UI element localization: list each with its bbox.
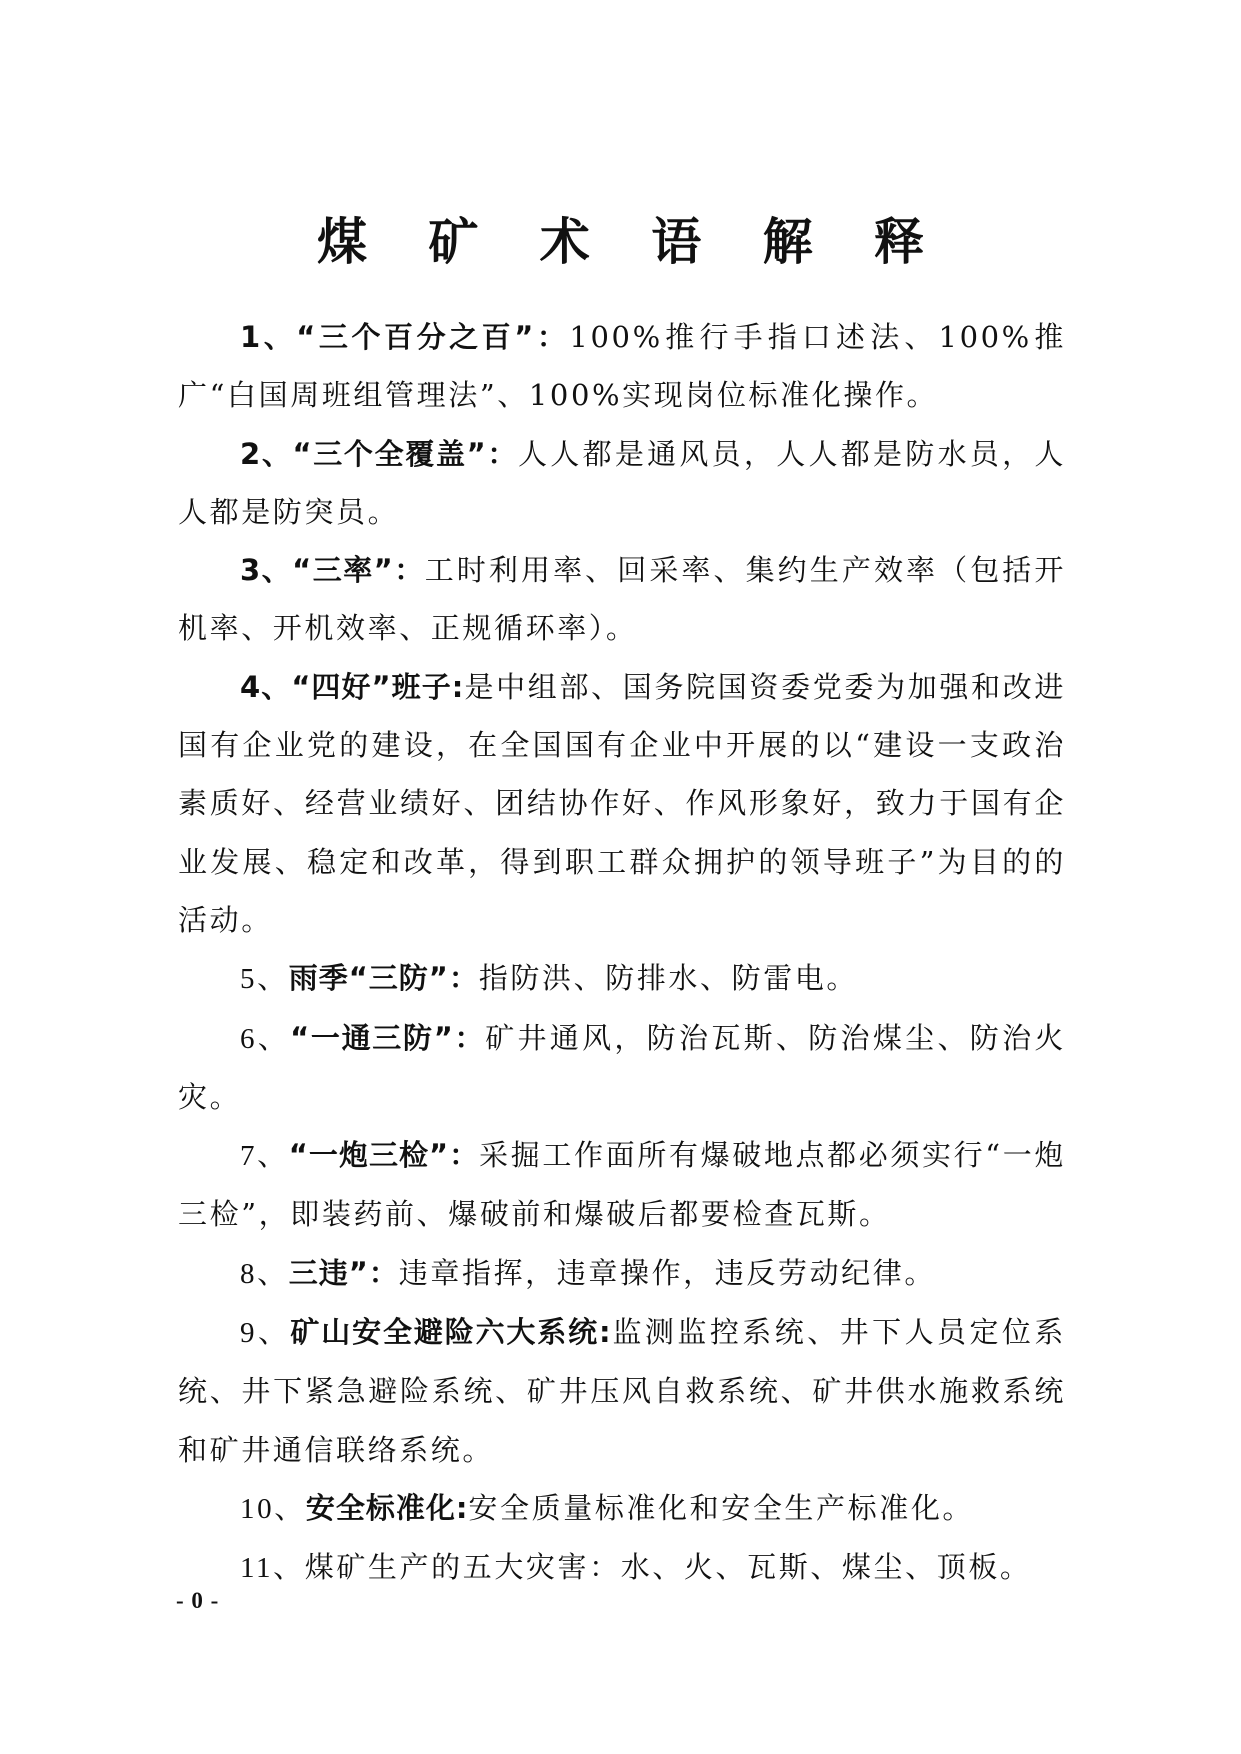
list-item — [178, 949, 1066, 1008]
item-term: “一炮三检”： — [288, 1138, 480, 1173]
item-definition: 矿井通风，防治瓦斯、防治煤尘、防治火灾。 — [178, 1020, 1066, 1114]
list-item — [178, 425, 1066, 542]
list-item — [178, 1244, 1066, 1303]
item-definition: 违章指挥，违章操作，违反劳动纪律。 — [398, 1255, 936, 1290]
item-number: 1、 — [240, 320, 297, 354]
item-term: 安全标准化: — [305, 1490, 469, 1525]
item-definition: 采掘工作面所有爆破地点都必须实行“一炮三检”，即装药前、爆破前和爆破后都要检查瓦斯。 — [178, 1138, 1067, 1232]
item-term: 矿山安全避险六大系统: — [290, 1315, 612, 1350]
list-item — [178, 308, 1066, 425]
item-number: 10、 — [240, 1492, 306, 1525]
item-term: 三违”： — [288, 1255, 399, 1290]
item-definition: 100%推行手指口述法、100%推广“白国周班组管理法”、100%实现岗位标准化操作。 — [178, 320, 1066, 413]
list-item — [178, 1009, 1066, 1127]
list-item — [178, 1126, 1066, 1244]
item-number: 11、 — [240, 1552, 305, 1585]
item-definition: 安全质量标准化和安全生产标准化。 — [468, 1490, 975, 1525]
list-item — [178, 1538, 1066, 1597]
item-definition: 工时利用率、回采率、集约生产效率（包括开机率、开机效率、正规循环率）。 — [178, 553, 1066, 646]
item-number: 5、 — [240, 963, 289, 996]
item-number: 6、 — [240, 1022, 291, 1055]
item-definition: 指防洪、防排水、防雷电。 — [478, 961, 859, 996]
item-term: 雨季“三防”： — [288, 961, 479, 996]
list-item — [178, 1303, 1066, 1479]
list-item — [178, 1479, 1066, 1538]
item-definition: 人人都是通风员，人人都是防水员，人人都是防突员。 — [178, 436, 1066, 529]
item-term: “三个百分之百”： — [296, 320, 570, 354]
document-body — [178, 308, 1066, 1598]
item-number: 2、 — [240, 436, 293, 471]
item-definition: 监测监控系统、井下人员定位系统、井下紧急避险系统、矿井压风自救系统、矿井供水施救系统和矿井通信联络系统。 — [178, 1315, 1066, 1467]
document-title: 煤 矿 术 语 解 释 — [316, 212, 947, 271]
item-number: 4、 — [240, 669, 292, 704]
list-item — [178, 541, 1066, 658]
item-definition: 煤矿生产的五大灾害：水、火、瓦斯、煤尘、顶板。 — [304, 1550, 1032, 1585]
item-term: “三率”： — [292, 553, 425, 588]
item-number: 8、 — [240, 1257, 289, 1290]
page-number: - 0 - — [176, 1588, 220, 1613]
item-number: 9、 — [240, 1317, 291, 1350]
item-term: “一通三防”： — [290, 1020, 486, 1055]
item-number: 3、 — [240, 553, 293, 588]
item-number: 7、 — [240, 1140, 289, 1173]
item-term: “三个全覆盖”： — [292, 436, 519, 471]
list-item — [178, 658, 1066, 949]
item-definition: 是中组部、国务院国资委党委为加强和改进国有企业党的建设，在全国国有企业中开展的以“建设一支政治素质好、经营业绩好、团结协作好、作风形象好，致力于国有企业发展、稳定和改革，得到职工群众拥护的领导班子”为目的的活动。 — [178, 669, 1066, 937]
item-term: “四好”班子: — [291, 669, 465, 704]
